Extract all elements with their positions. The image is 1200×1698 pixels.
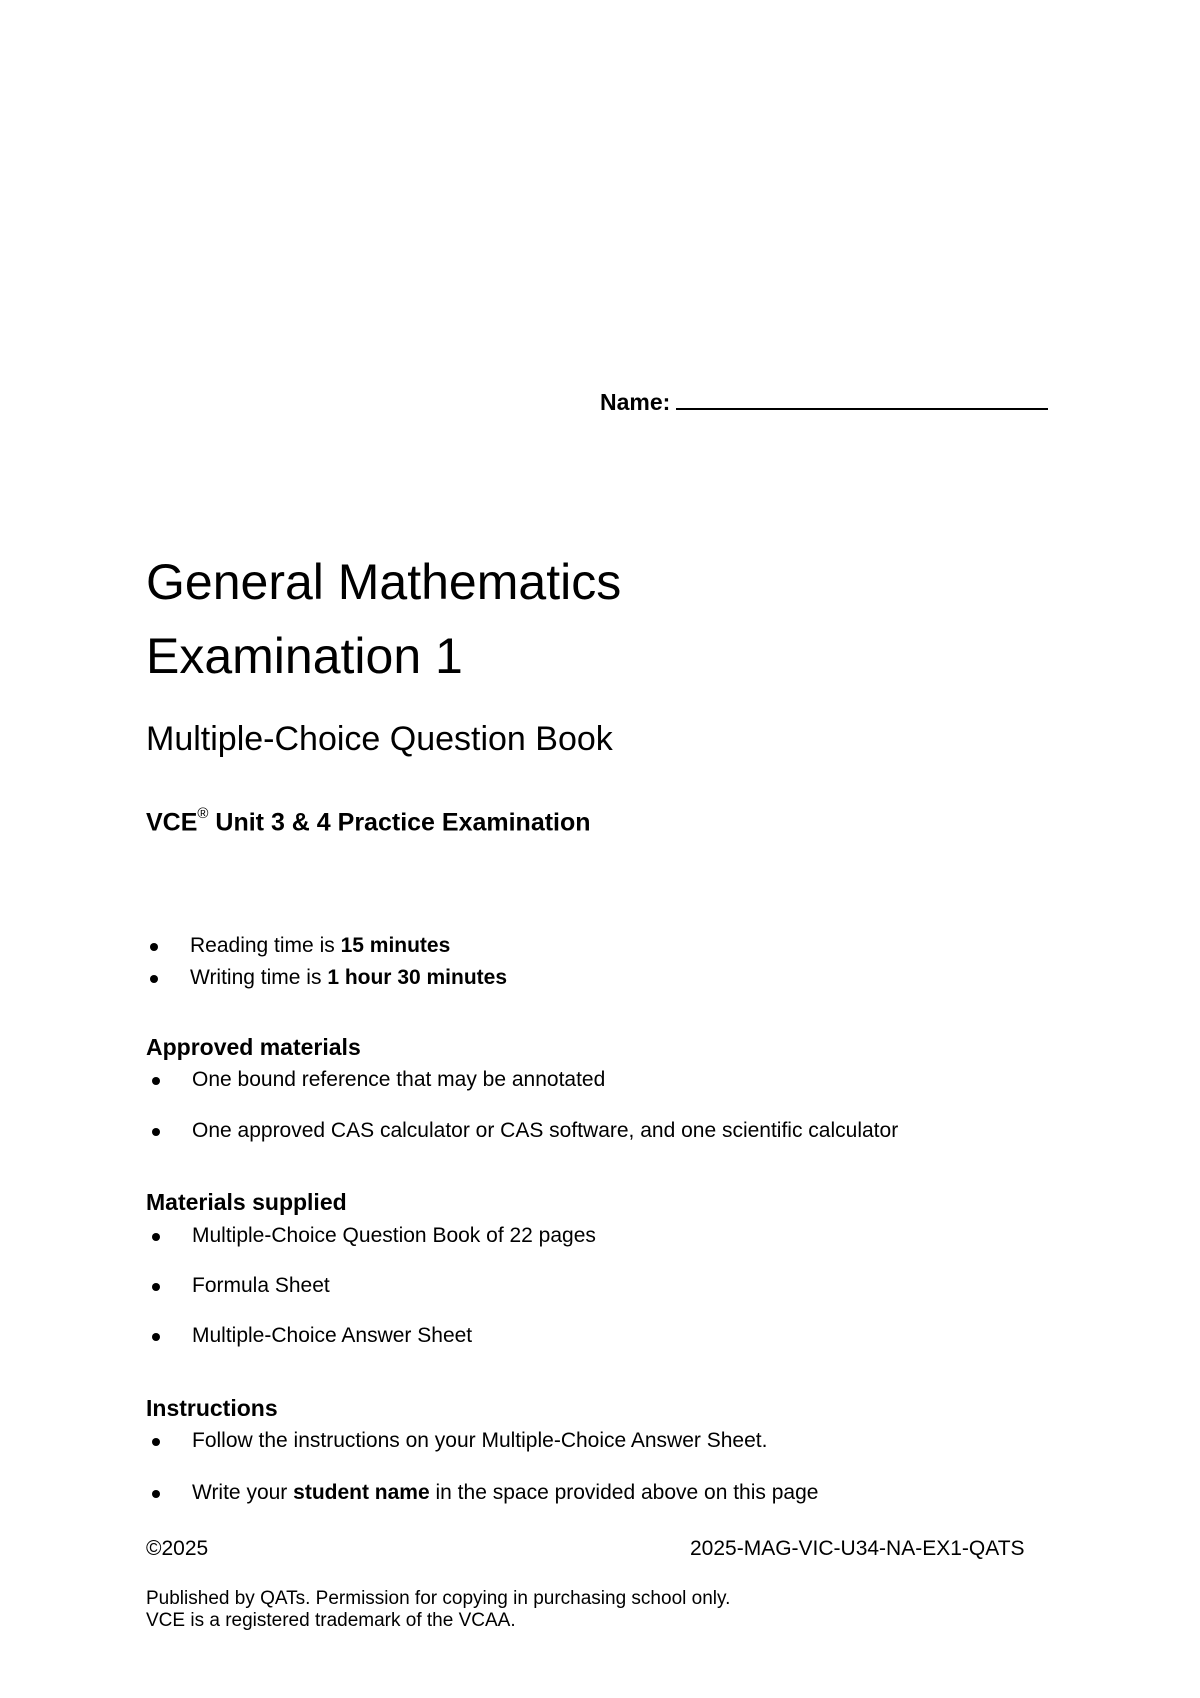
list-item-text	[192, 1481, 818, 1505]
writing-time-prefix: Writing time is	[190, 966, 328, 989]
list-item-text: One approved CAS calculator or CAS software, and one scientific calculator	[192, 1119, 899, 1142]
bullet-icon	[150, 943, 158, 951]
trademark-note: VCE is a registered trademark of the VCAA.	[146, 1610, 516, 1631]
bullet-icon	[150, 975, 158, 983]
bullet-icon	[152, 1333, 160, 1341]
title-line-1: General Mathematics	[146, 554, 622, 610]
instruction-bold: student name	[293, 1481, 430, 1504]
list-item-text: Multiple-Choice Answer Sheet	[192, 1324, 473, 1347]
bullet-icon	[152, 1128, 160, 1136]
materials-supplied-heading: Materials supplied	[146, 1189, 347, 1215]
reading-time-prefix: Reading time is	[190, 934, 341, 957]
name-blank-line[interactable]	[676, 388, 1048, 410]
list-item-text: Formula Sheet	[192, 1274, 330, 1297]
approved-materials-heading: Approved materials	[146, 1034, 361, 1060]
bullet-icon	[152, 1233, 160, 1241]
writing-time-text	[190, 966, 507, 990]
list-item-text: One bound reference that may be annotated	[192, 1068, 606, 1091]
vce-prefix: VCE	[146, 808, 198, 837]
reading-time-value: 15 minutes	[340, 934, 451, 957]
title-line-2: Examination 1	[146, 628, 463, 684]
bullet-icon	[152, 1438, 160, 1446]
name-label: Name:	[600, 389, 671, 415]
copyright-text: ©2025	[146, 1537, 209, 1560]
bullet-icon	[152, 1283, 160, 1291]
bullet-icon	[152, 1490, 160, 1498]
instruction-prefix: Write your	[192, 1481, 294, 1504]
exam-code: 2025-MAG-VIC-U34-NA-EX1-QATS	[690, 1537, 1025, 1560]
publisher-note: Published by QATs. Permission for copying in purchasing school only.	[146, 1588, 731, 1609]
student-name-field[interactable]	[600, 388, 1048, 416]
list-item-text: Multiple-Choice Question Book of 22 pages	[192, 1224, 596, 1247]
reading-time-text	[190, 934, 450, 958]
registered-mark: ®	[197, 805, 209, 822]
instructions-heading: Instructions	[146, 1395, 278, 1421]
book-subtitle: Multiple-Choice Question Book	[146, 720, 613, 758]
bullet-icon	[152, 1077, 160, 1085]
vce-exam-label	[146, 805, 591, 837]
writing-time-value: 1 hour 30 minutes	[327, 966, 508, 989]
list-item-text: Follow the instructions on your Multiple-Choice Answer Sheet.	[192, 1429, 768, 1452]
vce-suffix: Unit 3 & 4 Practice Examination	[208, 808, 591, 837]
instruction-suffix: in the space provided above on this page	[429, 1481, 819, 1504]
